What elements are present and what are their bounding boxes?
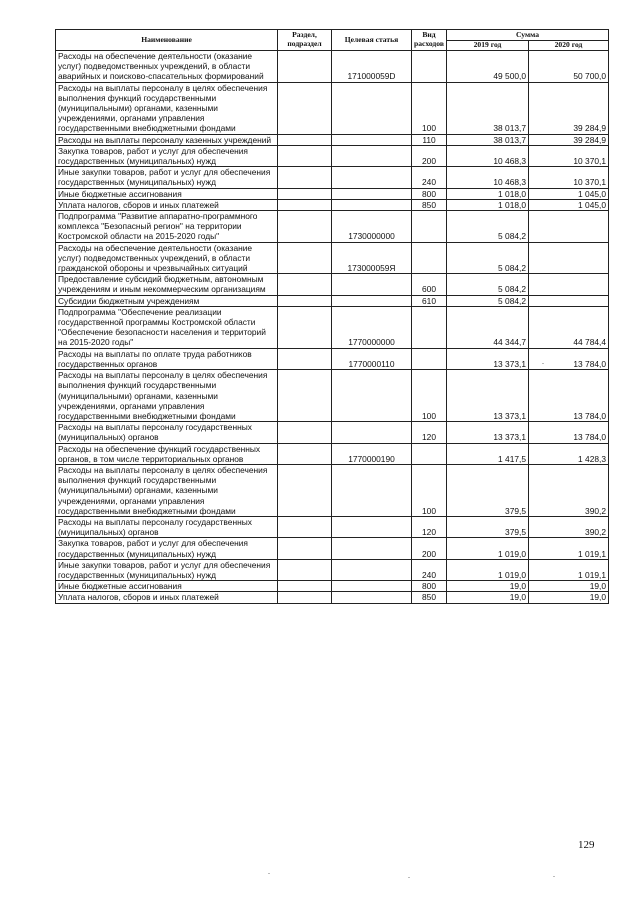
cell-name: Расходы на выплаты персоналу казенных учреждений (56, 134, 278, 145)
cell-type: 850 (412, 592, 447, 603)
cell-section (278, 274, 332, 295)
cell-2019: 5 084,2 (447, 295, 529, 306)
cell-2020: 19,0 (529, 581, 609, 592)
cell-name: Уплата налогов, сборов и иных платежей (56, 592, 278, 603)
table-row (56, 295, 609, 306)
cell-type: 200 (412, 538, 447, 559)
cell-section (278, 306, 332, 348)
cell-name: Предоставление субсидий бюджетным, автономным учреждениям и иным некоммерческим организациям (56, 274, 278, 295)
cell-name: Расходы на выплаты по оплате труда работников государственных органов (56, 348, 278, 369)
header-2020: 2020 год (529, 41, 609, 51)
page-number: 129 (578, 839, 595, 851)
cell-target (332, 82, 412, 134)
cell-section (278, 199, 332, 210)
cell-2020: 10 370,1 (529, 167, 609, 188)
table-row (56, 211, 609, 243)
cell-target (332, 134, 412, 145)
cell-2020: 1 019,1 (529, 559, 609, 580)
cell-type: 850 (412, 199, 447, 210)
cell-section (278, 145, 332, 166)
cell-name: Расходы на выплаты персоналу в целях обеспечения выполнения функций государственными (муниципальными) органами, казенными учреждениями, органами управления государственными внебюджетными фондами (56, 370, 278, 422)
cell-name: Расходы на обеспечение деятельности (оказание услуг) подведомственных учреждений, в области гражданской обороны и чрезвычайных ситуаций (56, 242, 278, 274)
cell-2020: 50 700,0 (529, 51, 609, 83)
cell-2019: 379,5 (447, 464, 529, 516)
cell-section (278, 134, 332, 145)
cell-name: Расходы на выплаты персоналу государственных (муниципальных) органов (56, 422, 278, 443)
cell-target (332, 167, 412, 188)
cell-target (332, 559, 412, 580)
cell-2020: 39 284,9 (529, 82, 609, 134)
table-row (56, 82, 609, 134)
cell-type: 240 (412, 559, 447, 580)
cell-section (278, 464, 332, 516)
cell-type: 240 (412, 167, 447, 188)
table-row (56, 134, 609, 145)
cell-2020: 1 045,0 (529, 188, 609, 199)
cell-type: 100 (412, 82, 447, 134)
table-body (56, 51, 609, 604)
cell-type: 100 (412, 464, 447, 516)
table-row (56, 188, 609, 199)
cell-type (412, 348, 447, 369)
cell-2020: 19,0 (529, 592, 609, 603)
cell-type: 600 (412, 274, 447, 295)
cell-target (332, 188, 412, 199)
cell-target (332, 592, 412, 603)
cell-2019: 13 373,1 (447, 370, 529, 422)
table-row (56, 538, 609, 559)
table-header (56, 30, 609, 51)
cell-2019: 13 373,1 (447, 422, 529, 443)
cell-target (332, 274, 412, 295)
cell-2019: 5 084,2 (447, 242, 529, 274)
cell-section (278, 348, 332, 369)
table-row (56, 306, 609, 348)
table-row (56, 51, 609, 83)
cell-2020: 13 784,0 (529, 370, 609, 422)
table-row (56, 199, 609, 210)
header-sum: Сумма (447, 30, 609, 41)
cell-name: Закупка товаров, работ и услуг для обеспечения государственных (муниципальных) нужд (56, 145, 278, 166)
cell-type: 120 (412, 516, 447, 537)
table-row (56, 464, 609, 516)
cell-type (412, 211, 447, 243)
table-row (56, 242, 609, 274)
header-2019: 2019 год (447, 41, 529, 51)
cell-2020: 1 428,3 (529, 443, 609, 464)
cell-2019: 13 373,1 (447, 348, 529, 369)
cell-2020 (529, 211, 609, 243)
cell-type (412, 306, 447, 348)
cell-2020 (529, 242, 609, 274)
cell-2019: 10 468,3 (447, 145, 529, 166)
cell-section (278, 242, 332, 274)
table-row (56, 348, 609, 369)
cell-type: 120 (412, 422, 447, 443)
table-row (56, 422, 609, 443)
cell-target: 1730000000 (332, 211, 412, 243)
cell-type (412, 242, 447, 274)
header-name: Наименование (56, 30, 278, 51)
cell-target: 1770000190 (332, 443, 412, 464)
cell-type: 200 (412, 145, 447, 166)
cell-2020 (529, 295, 609, 306)
header-section: Раздел, подраздел (278, 30, 332, 51)
cell-2019: 38 013,7 (447, 134, 529, 145)
cell-2020: 1 019,1 (529, 538, 609, 559)
cell-2019: 379,5 (447, 516, 529, 537)
cell-section (278, 559, 332, 580)
cell-target (332, 516, 412, 537)
cell-target (332, 295, 412, 306)
cell-target: 171000059D (332, 51, 412, 83)
cell-2019: 19,0 (447, 581, 529, 592)
cell-2019: 5 084,2 (447, 274, 529, 295)
cell-name: Иные закупки товаров, работ и услуг для обеспечения государственных (муниципальных) нужд (56, 559, 278, 580)
table-row (56, 167, 609, 188)
cell-name: Подпрограмма "Развитие аппаратно-программного комплекса "Безопасный регион" на территории Костромской области на 2015-2020 годы" (56, 211, 278, 243)
cell-name: Субсидии бюджетным учреждениям (56, 295, 278, 306)
cell-2020 (529, 274, 609, 295)
cell-target (332, 464, 412, 516)
cell-type: 610 (412, 295, 447, 306)
cell-2019: 5 084,2 (447, 211, 529, 243)
cell-section (278, 295, 332, 306)
cell-name: Расходы на обеспечение деятельности (оказание услуг) подведомственных учреждений, в области аварийных и поисково-спасательных формирований (56, 51, 278, 83)
cell-target: 1770000110 (332, 348, 412, 369)
cell-2019: 1 018,0 (447, 188, 529, 199)
cell-type (412, 443, 447, 464)
cell-name: Уплата налогов, сборов и иных платежей (56, 199, 278, 210)
header-target: Целевая статья (332, 30, 412, 51)
cell-section (278, 167, 332, 188)
cell-2020: 390,2 (529, 516, 609, 537)
cell-2019: 38 013,7 (447, 82, 529, 134)
scan-speck (268, 873, 270, 874)
cell-section (278, 82, 332, 134)
cell-2020: 10 370,1 (529, 145, 609, 166)
table-row (56, 581, 609, 592)
cell-type: 800 (412, 188, 447, 199)
table-row (56, 274, 609, 295)
cell-name: Иные бюджетные ассигнования (56, 188, 278, 199)
cell-target (332, 370, 412, 422)
cell-section (278, 211, 332, 243)
cell-type: 110 (412, 134, 447, 145)
cell-name: Закупка товаров, работ и услуг для обеспечения государственных (муниципальных) нужд (56, 538, 278, 559)
cell-target (332, 145, 412, 166)
cell-2019: 1 417,5 (447, 443, 529, 464)
header-type: Вид расходов (412, 30, 447, 51)
cell-type: 800 (412, 581, 447, 592)
cell-2019: 10 468,3 (447, 167, 529, 188)
cell-name: Расходы на обеспечение функций государственных органов, в том числе территориальных органов (56, 443, 278, 464)
scan-speck (542, 363, 544, 364)
cell-2020: 13 784,0 (529, 422, 609, 443)
cell-target (332, 422, 412, 443)
cell-2019: 19,0 (447, 592, 529, 603)
cell-name: Иные бюджетные ассигнования (56, 581, 278, 592)
scan-speck (553, 876, 555, 877)
cell-2019: 49 500,0 (447, 51, 529, 83)
cell-2020: 44 784,4 (529, 306, 609, 348)
table-row (56, 592, 609, 603)
cell-2020: 390,2 (529, 464, 609, 516)
cell-2019: 1 019,0 (447, 559, 529, 580)
cell-2020: 13 784,0 (529, 348, 609, 369)
cell-section (278, 51, 332, 83)
cell-type (412, 51, 447, 83)
scan-speck (408, 877, 410, 878)
cell-section (278, 443, 332, 464)
cell-type: 100 (412, 370, 447, 422)
cell-section (278, 516, 332, 537)
cell-2019: 44 344,7 (447, 306, 529, 348)
cell-2019: 1 019,0 (447, 538, 529, 559)
cell-section (278, 188, 332, 199)
table-row (56, 559, 609, 580)
cell-section (278, 538, 332, 559)
cell-target (332, 581, 412, 592)
cell-target (332, 538, 412, 559)
cell-name: Расходы на выплаты персоналу в целях обеспечения выполнения функций государственными (муниципальными) органами, казенными учреждениями, органами управления государственными внебюджетными фондами (56, 464, 278, 516)
cell-name: Расходы на выплаты персоналу государственных (муниципальных) органов (56, 516, 278, 537)
table-row (56, 370, 609, 422)
table-row (56, 516, 609, 537)
cell-2020: 1 045,0 (529, 199, 609, 210)
cell-section (278, 581, 332, 592)
cell-name: Иные закупки товаров, работ и услуг для обеспечения государственных (муниципальных) нужд (56, 167, 278, 188)
cell-section (278, 370, 332, 422)
cell-section (278, 592, 332, 603)
cell-target: 1770000000 (332, 306, 412, 348)
table-row (56, 443, 609, 464)
cell-name: Подпрограмма "Обеспечение реализации государственной программы Костромской области "Обеспечение безопасности населения и территорий на 2015-2020 годы" (56, 306, 278, 348)
cell-target (332, 199, 412, 210)
cell-target: 173000059Я (332, 242, 412, 274)
table-row (56, 145, 609, 166)
budget-table (55, 29, 609, 604)
cell-name: Расходы на выплаты персоналу в целях обеспечения выполнения функций государственными (муниципальными) органами, казенными учреждениями, органами управления государственными внебюджетными фондами (56, 82, 278, 134)
cell-section (278, 422, 332, 443)
cell-2019: 1 018,0 (447, 199, 529, 210)
cell-2020: 39 284,9 (529, 134, 609, 145)
